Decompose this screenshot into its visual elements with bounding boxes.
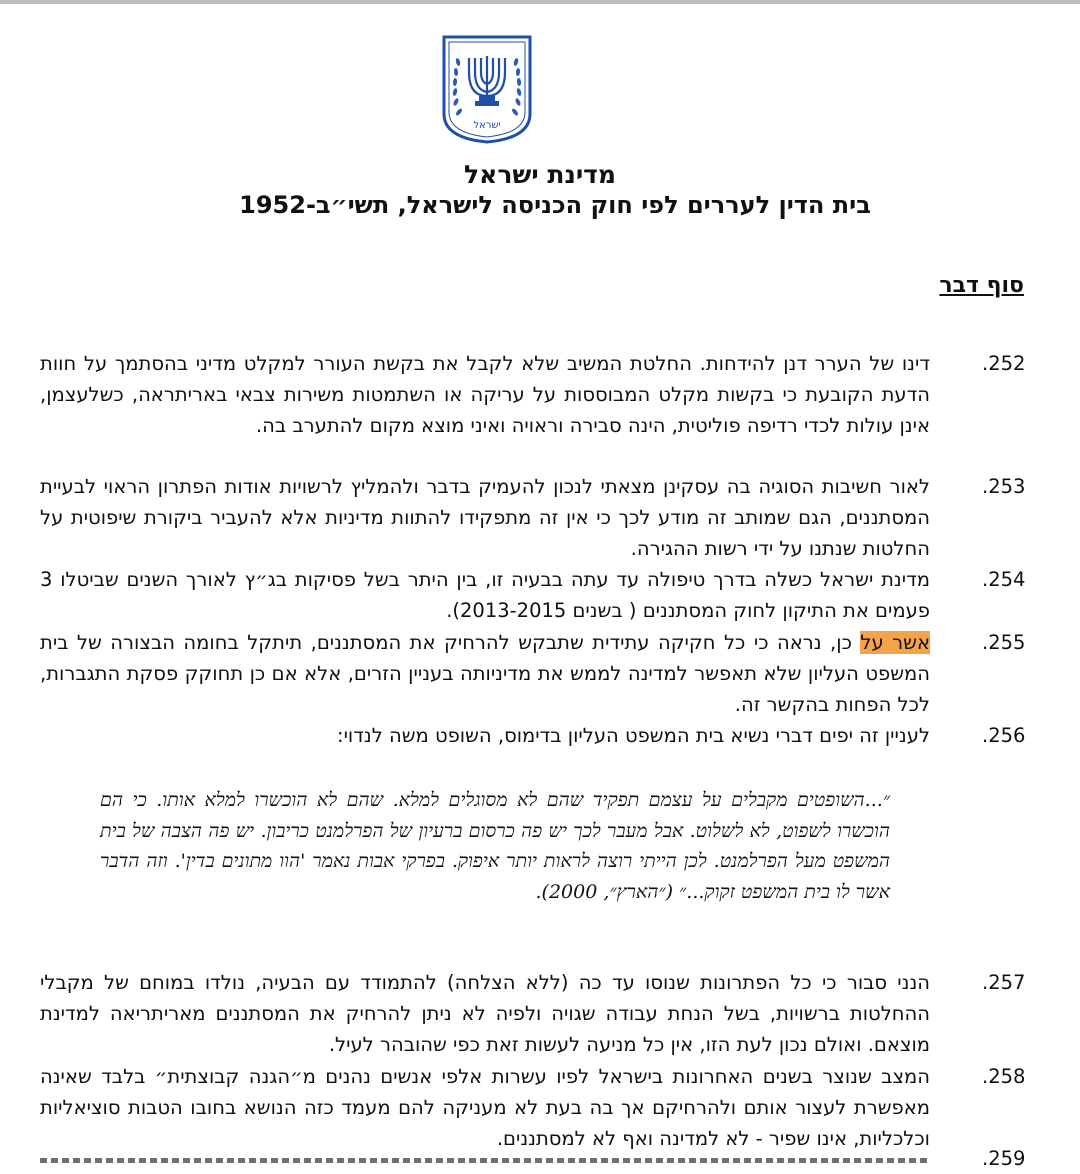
paragraph-number: .256 <box>982 724 1026 747</box>
paragraph-258: המצב שנוצר בשנים האחרונות בישראל לפיו עשרות אלפי אנשים נהנים מ״הגנה קבוצתית״ בלבד שאינה מאפשרת לעצור אותם ולהרחיקם אך בה בעת לא מעניקה להם מעמד כזה הנושא בחובו הטבות סוציאליות וכלכליות, אינו שפיר - לא למדינה ואף לא למסתננים. <box>40 1065 930 1150</box>
partial-paragraph-number <box>982 1147 1032 1170</box>
emblem-text: ישראל <box>473 120 501 131</box>
partial-number-text: .259 <box>982 1147 1026 1170</box>
paragraph-number: .258 <box>982 1065 1026 1088</box>
paragraph-254: מדינת ישראל כשלה בדרך טיפולה עד עתה בבעיה זו, בין היתר בשל פסיקות בג״ץ לאורך השנים שביטלו 3 פעמים את התיקון לחוק המסתננים ( בשנים 2013-2015). <box>40 568 930 622</box>
header-title: מדינת ישראל <box>464 160 616 189</box>
paragraph-256: לעניין זה יפים דברי נשיא בית המשפט העליון בדימוס, השופט משה לנדוי: <box>337 724 930 747</box>
top-border <box>0 0 1080 4</box>
paragraph-255 <box>40 627 930 720</box>
section-title: סוף דבר <box>939 273 1024 298</box>
paragraph-number: .257 <box>982 971 1026 994</box>
block-quote: ״...השופטים מקבלים על עצמם תפקיד שהם לא מסוגלים למלא. שהם לא הוכשרו למלא אותו. כי הם הוכשרו לשפוט, לא לשלוט. אבל מעבר לכך יש פה כרסום ברעיון של הפרלמנט כריבון. יש פה הצבה של בית המשפט מעל הפרלמנט. לכן הייתי רוצה לראות יותר איפוק. בפרקי אבות נאמר 'הוו מתונים בדין'. וזה הדבר אשר לו בית המשפט זקוק...״ (״הארץ״, 2000). <box>100 789 890 903</box>
highlighted-text: אשר על <box>860 631 930 654</box>
state-emblem-icon <box>441 34 533 144</box>
paragraph-253: לאור חשיבות הסוגיה בה עסקינן מצאתי לנכון להעמיק בדבר ולהמליץ לרשויות אודות הפתרון הראוי לבעיית המסתננים, הגם שמותב זה מודע לכך כי אין זה מתפקידו להתוות מדיניות אלא להעביר ביקורת שיפוטית על החלטות שנתנו על ידי רשות ההגירה. <box>40 475 930 560</box>
header-subtitle: בית הדין לעררים לפי חוק הכניסה לישראל, תשי״ב-1952 <box>239 191 871 219</box>
paragraph-number: .254 <box>982 568 1026 591</box>
paragraph-number: .252 <box>982 352 1026 375</box>
partial-text-line <box>40 1158 930 1163</box>
paragraph-number: .253 <box>982 475 1026 498</box>
paragraph-255-text: כן, נראה כי כל חקיקה עתידית שתבקש להרחיק את המסתננים, תיתקל בחומה הבצורה של בית המשפט העליון שלא תאפשר למדינה לממש את מדיניותה בעניין הזרים, אלא אם כן תחוקק פסקת התגברות, לכל הפחות בהקשר זה. <box>40 631 930 716</box>
paragraph-number: .255 <box>982 631 1026 654</box>
paragraph-257: הנני סבור כי כל הפתרונות שנוסו עד כה (ללא הצלחה) להתמודד עם הבעיה, נולדו במוחם של מקבלי ההחלטות ברשויות, בשל הנחת עבודה שגויה ולפיה לא ניתן להרחיק את המסתננים מאריתריאה למדינת מוצאם. ואולם נכון לעת הזו, אין כל מניעה לעשות זאת כפי שהובהר לעיל. <box>40 971 930 1056</box>
paragraph-252: דינו של הערר דנן להידחות. החלטת המשיב שלא לקבל את בקשת העורר למקלט מדיני בהסתמך על חוות הדעת הקובעת כי בקשות מקלט המבוססות על עריקה או השתמטות משירות צבאי באריתראה, כשלעצמן, אינן עולות לכדי רדיפה פוליטית, הינה סבירה וראויה ואיני מוצא מקום להתערב בה. <box>40 352 930 437</box>
